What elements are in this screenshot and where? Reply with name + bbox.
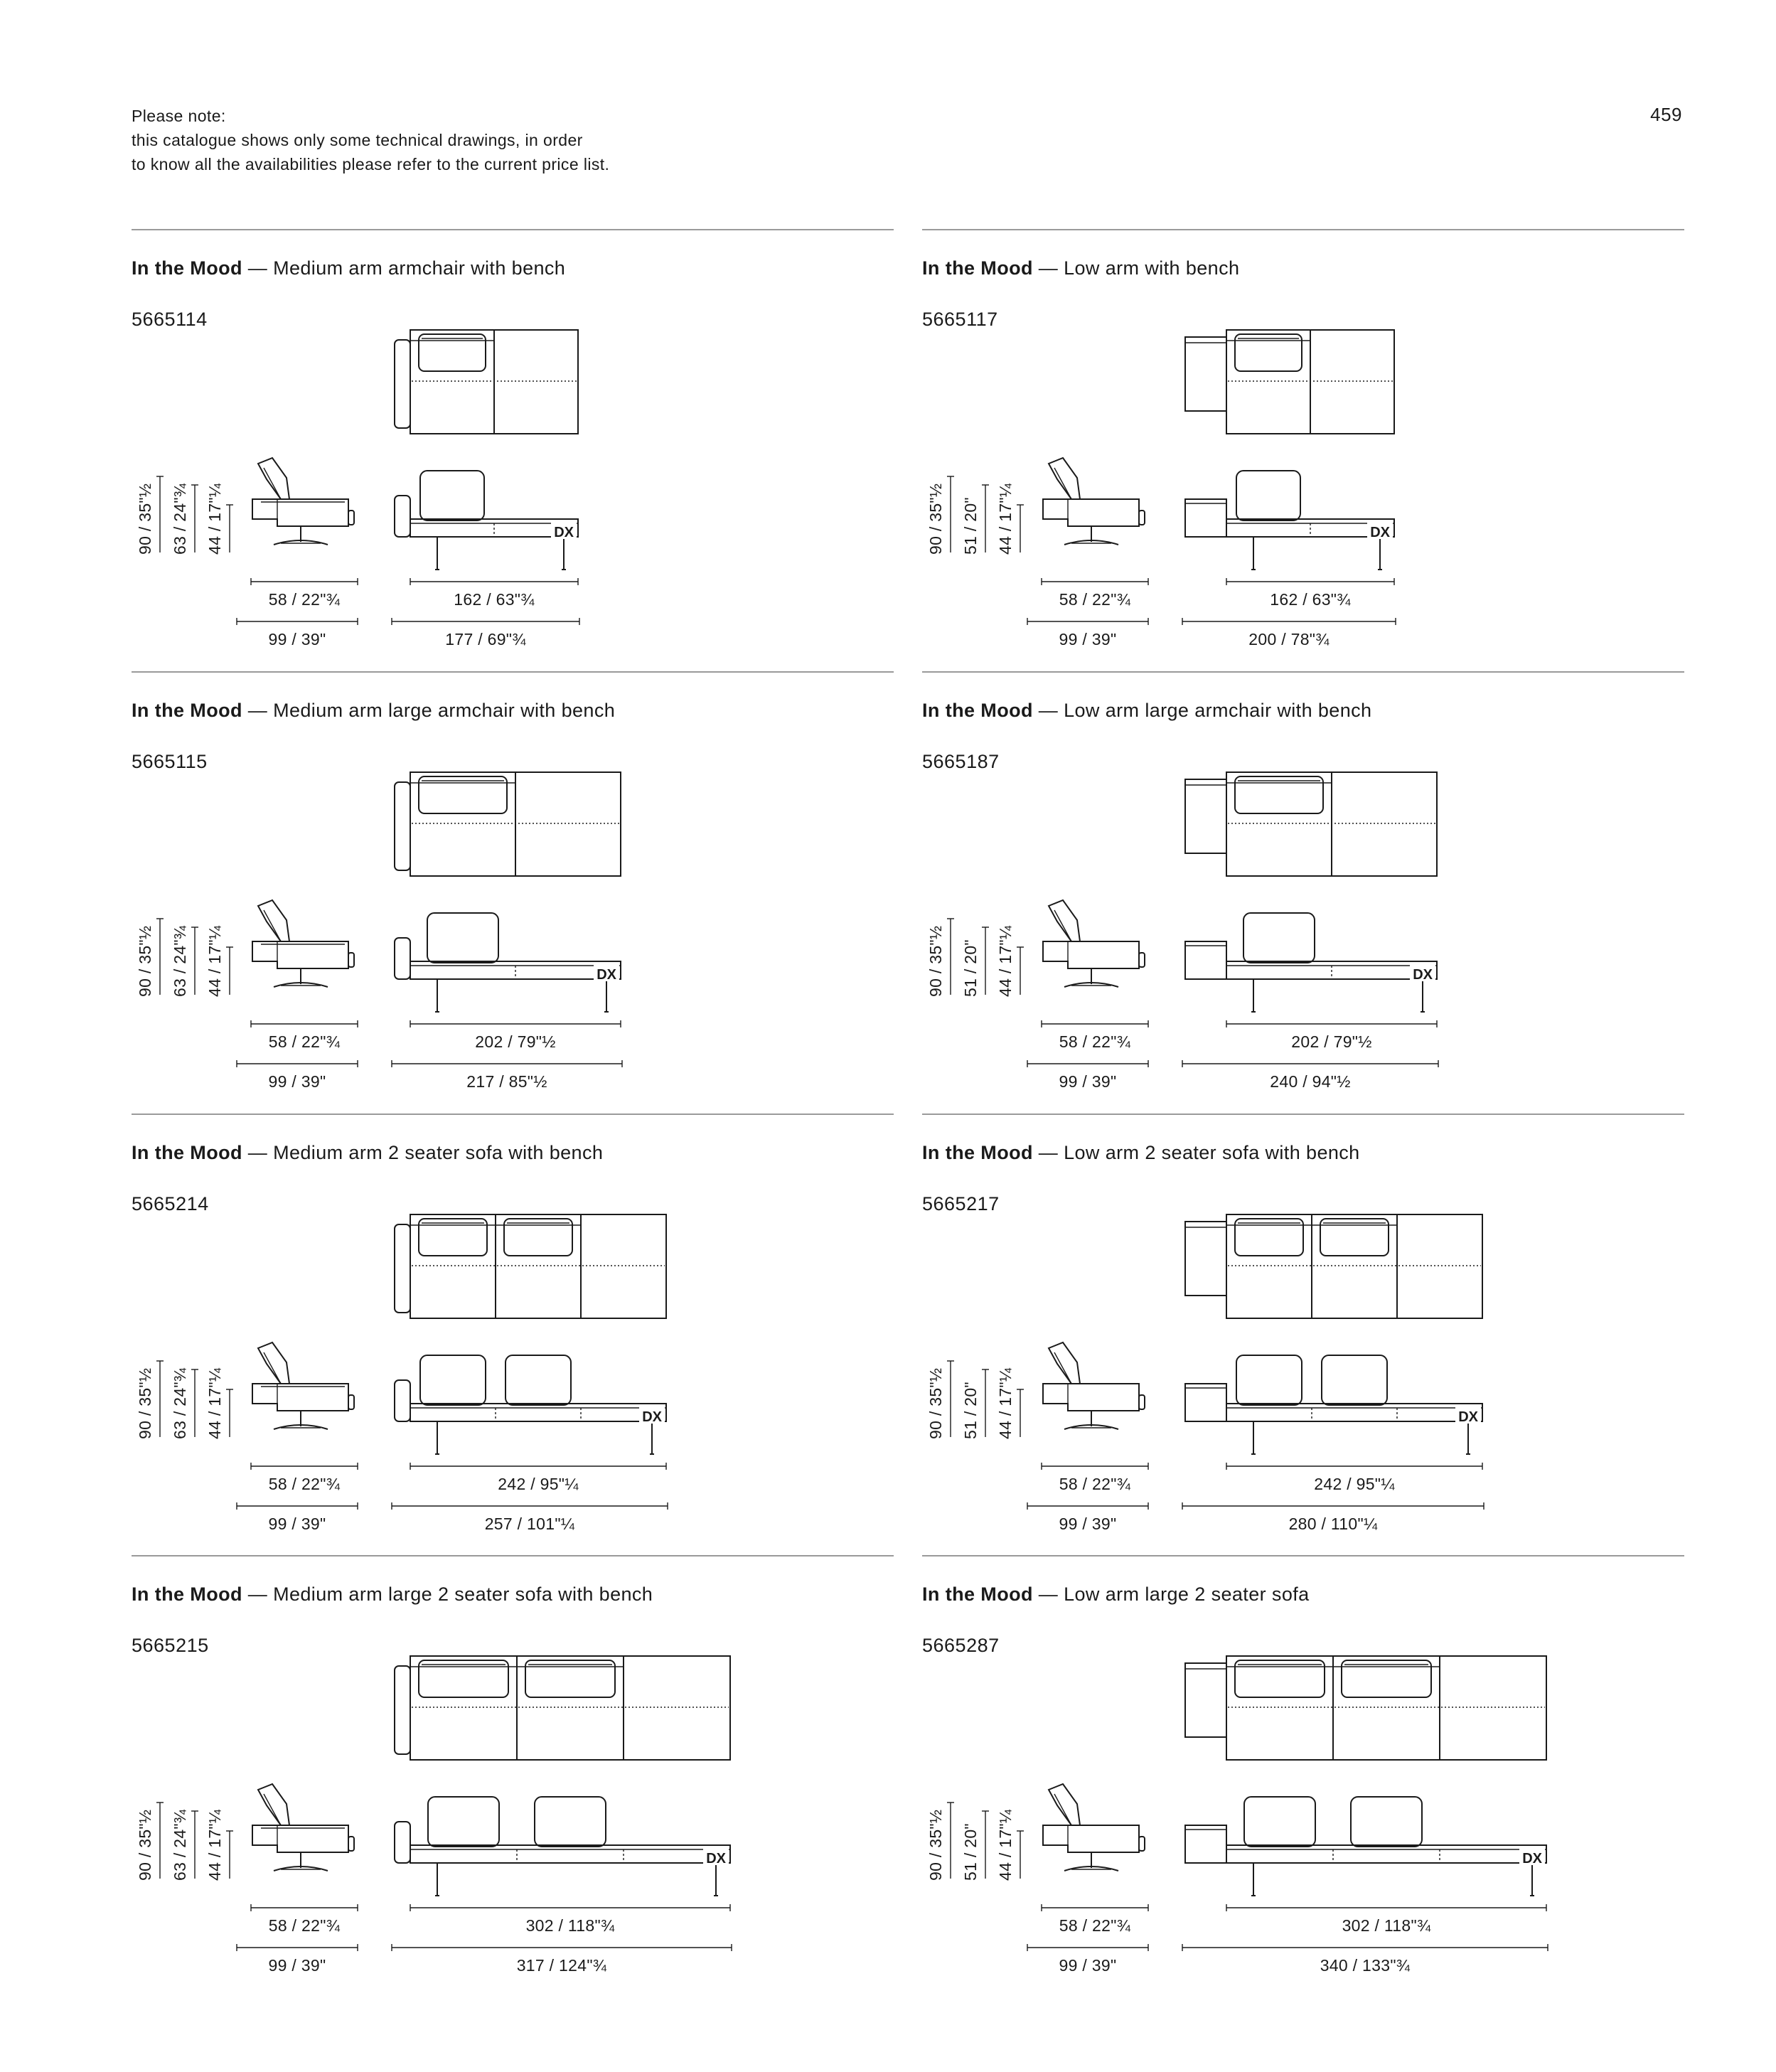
front-medium-arm xyxy=(395,1380,410,1421)
width-dim-label: 202 / 79"½ xyxy=(475,1032,556,1051)
product-name: — Medium arm large armchair with bench xyxy=(247,700,616,721)
height-label: 63 / 24"¾ xyxy=(171,483,189,555)
product-name: — Medium arm armchair with bench xyxy=(247,257,566,279)
side-body xyxy=(252,1384,348,1411)
depth-dim-label: 58 / 22"¾ xyxy=(268,590,341,609)
side-view xyxy=(1043,1342,1145,1429)
dx-label: DX xyxy=(706,1851,726,1867)
plan-medium-arm xyxy=(395,1224,410,1313)
side-headrest-inner xyxy=(1054,468,1071,499)
total-width-dim-label: 317 / 124"¾ xyxy=(516,1956,607,1975)
product-card xyxy=(132,1555,894,1997)
plan-cushion xyxy=(525,1660,615,1697)
product-card xyxy=(132,229,894,671)
front-view xyxy=(395,1355,666,1454)
front-base xyxy=(410,1404,666,1421)
technical-drawing xyxy=(132,1555,894,1997)
plan-cushion xyxy=(1235,776,1323,813)
plan-view xyxy=(395,1214,666,1318)
front-back-cushion xyxy=(427,913,498,963)
plan-view xyxy=(395,330,578,434)
height-label: 63 / 24"¾ xyxy=(171,1809,189,1881)
note-line: this catalogue shows only some technical drawings, in order xyxy=(132,131,583,149)
please-note xyxy=(132,104,609,176)
plan-outline xyxy=(1226,1656,1546,1760)
depth-dim-label: 58 / 22"¾ xyxy=(1059,1032,1131,1051)
front-view xyxy=(395,471,578,570)
depth-dim-label: 58 / 22"¾ xyxy=(1059,1475,1131,1493)
side-base xyxy=(1064,983,1118,987)
plan-outline xyxy=(410,1656,730,1760)
product-card xyxy=(922,229,1684,671)
side-bumper xyxy=(348,953,354,967)
product-card xyxy=(922,1114,1684,1556)
total-depth-dim-label: 99 / 39" xyxy=(1059,1515,1117,1533)
front-base xyxy=(410,1845,730,1863)
plan-view xyxy=(1185,330,1394,434)
front-back-cushion xyxy=(535,1797,606,1847)
plan-outline xyxy=(1226,1214,1482,1318)
plan-cushion xyxy=(1235,1660,1325,1697)
side-view xyxy=(252,1342,354,1429)
height-label: 44 / 17"¼ xyxy=(205,483,224,555)
plan-medium-arm xyxy=(395,340,410,428)
front-medium-arm xyxy=(395,938,410,979)
height-label: 44 / 17"¼ xyxy=(996,483,1015,555)
product-name: — Low arm large armchair with bench xyxy=(1038,700,1372,721)
total-width-dim-label: 240 / 94"½ xyxy=(1270,1072,1351,1091)
front-back-cushion xyxy=(1236,471,1300,520)
front-low-arm xyxy=(1185,1384,1226,1421)
side-headrest-inner xyxy=(264,910,281,941)
brand-name: In the Mood xyxy=(132,1584,242,1605)
height-label: 63 / 24"¾ xyxy=(171,1367,189,1439)
side-view xyxy=(252,1784,354,1871)
plan-cushion xyxy=(1320,1219,1389,1256)
width-dim-label: 302 / 118"¾ xyxy=(525,1916,615,1935)
side-body xyxy=(1043,1384,1139,1411)
plan-view xyxy=(395,772,621,876)
plan-view xyxy=(1185,772,1437,876)
side-headrest xyxy=(258,458,289,499)
plan-outline xyxy=(410,1214,666,1318)
depth-dim-label: 58 / 22"¾ xyxy=(1059,1916,1131,1935)
front-low-arm xyxy=(1185,1825,1226,1863)
plan-cushion xyxy=(1342,1660,1431,1697)
front-view xyxy=(395,913,621,1012)
dx-label: DX xyxy=(1370,525,1390,540)
plan-cushion xyxy=(1235,334,1302,371)
width-dim-label: 242 / 95"¼ xyxy=(1314,1475,1395,1493)
width-dim-label: 302 / 118"¾ xyxy=(1342,1916,1431,1935)
plan-cushion xyxy=(419,1660,508,1697)
product-code: 5665215 xyxy=(132,1635,209,1656)
front-back-cushion xyxy=(1322,1355,1387,1405)
product-code: 5665114 xyxy=(132,309,208,330)
side-headrest-inner xyxy=(264,1794,281,1825)
note-line: to know all the availabilities please refer to the current price list. xyxy=(132,155,610,173)
total-width-dim-label: 340 / 133"¾ xyxy=(1320,1956,1411,1975)
front-base xyxy=(1226,1404,1482,1421)
width-dim-label: 162 / 63"¾ xyxy=(454,590,535,609)
front-view xyxy=(1185,913,1437,1012)
front-back-cushion xyxy=(1244,1797,1315,1847)
note-line: Please note: xyxy=(132,107,226,125)
side-base xyxy=(1064,1425,1118,1429)
plan-low-arm xyxy=(1185,1222,1226,1296)
side-base xyxy=(274,1425,328,1429)
total-width-dim-label: 177 / 69"¾ xyxy=(445,630,526,648)
height-label: 51 / 20" xyxy=(961,939,980,997)
product-code: 5665115 xyxy=(132,751,208,772)
height-label: 90 / 35"½ xyxy=(136,483,154,555)
side-bumper xyxy=(1139,1395,1145,1409)
height-label: 44 / 17"¼ xyxy=(205,1809,224,1881)
product-code: 5665214 xyxy=(132,1193,209,1214)
dx-label: DX xyxy=(642,1409,662,1425)
side-body xyxy=(252,499,348,526)
total-width-dim-label: 200 / 78"¾ xyxy=(1248,630,1330,648)
product-card xyxy=(132,1114,894,1556)
total-depth-dim-label: 99 / 39" xyxy=(268,1515,326,1533)
front-back-cushion xyxy=(420,471,484,520)
front-view xyxy=(1185,471,1394,570)
plan-cushion xyxy=(419,776,507,813)
side-view xyxy=(1043,1784,1145,1871)
front-medium-arm xyxy=(395,1822,410,1863)
side-view xyxy=(1043,900,1145,987)
height-label: 44 / 17"¼ xyxy=(205,1367,224,1439)
product-name: — Medium arm large 2 seater sofa with bench xyxy=(247,1584,653,1605)
side-headrest-inner xyxy=(264,468,281,499)
side-base xyxy=(1064,540,1118,545)
height-label: 44 / 17"¼ xyxy=(996,925,1015,997)
height-label: 90 / 35"½ xyxy=(926,925,945,997)
height-label: 90 / 35"½ xyxy=(926,483,945,555)
side-body xyxy=(252,941,348,968)
height-label: 90 / 35"½ xyxy=(136,925,154,997)
front-back-cushion xyxy=(420,1355,486,1405)
side-bumper xyxy=(348,1395,354,1409)
height-label: 63 / 24"¾ xyxy=(171,925,189,997)
product-card xyxy=(922,671,1684,1114)
product-card xyxy=(922,1555,1684,1997)
side-headrest-inner xyxy=(1054,1352,1071,1384)
product-card xyxy=(132,671,894,1114)
height-label: 51 / 20" xyxy=(961,1382,980,1439)
side-body xyxy=(1043,941,1139,968)
total-depth-dim-label: 99 / 39" xyxy=(1059,1956,1117,1975)
front-back-cushion xyxy=(1236,1355,1302,1405)
page-number: 459 xyxy=(1650,104,1682,125)
height-label: 90 / 35"½ xyxy=(136,1367,154,1439)
side-base xyxy=(274,983,328,987)
side-bumper xyxy=(348,511,354,525)
technical-drawing xyxy=(922,1114,1684,1556)
side-headrest-inner xyxy=(1054,910,1071,941)
side-headrest-inner xyxy=(264,1352,281,1384)
side-headrest xyxy=(258,1342,289,1384)
front-medium-arm xyxy=(395,496,410,537)
product-code: 5665117 xyxy=(922,309,998,330)
width-dim-label: 242 / 95"¼ xyxy=(498,1475,579,1493)
height-label: 51 / 20" xyxy=(961,1823,980,1881)
product-code: 5665187 xyxy=(922,751,1000,772)
product-code: 5665287 xyxy=(922,1635,1000,1656)
front-low-arm xyxy=(1185,941,1226,979)
side-bumper xyxy=(1139,953,1145,967)
side-headrest xyxy=(258,1784,289,1825)
front-back-cushion xyxy=(1351,1797,1422,1847)
side-headrest xyxy=(1049,900,1080,941)
plan-cushion xyxy=(419,1219,487,1256)
brand-name: In the Mood xyxy=(922,1584,1033,1605)
plan-low-arm xyxy=(1185,779,1226,853)
total-width-dim-label: 217 / 85"½ xyxy=(466,1072,547,1091)
height-label: 44 / 17"¼ xyxy=(996,1809,1015,1881)
dx-label: DX xyxy=(1413,967,1433,983)
side-base xyxy=(274,1867,328,1871)
side-view xyxy=(1043,458,1145,545)
plan-cushion xyxy=(504,1219,572,1256)
side-view xyxy=(252,900,354,987)
plan-medium-arm xyxy=(395,782,410,870)
dx-label: DX xyxy=(1458,1409,1478,1425)
side-view xyxy=(252,458,354,545)
side-headrest xyxy=(258,900,289,941)
width-dim-label: 202 / 79"½ xyxy=(1291,1032,1372,1051)
side-base xyxy=(274,540,328,545)
plan-low-arm xyxy=(1185,337,1226,411)
total-depth-dim-label: 99 / 39" xyxy=(268,630,326,648)
product-name: — Low arm large 2 seater sofa xyxy=(1038,1584,1310,1605)
depth-dim-label: 58 / 22"¾ xyxy=(268,1032,341,1051)
total-depth-dim-label: 99 / 39" xyxy=(268,1956,326,1975)
plan-view xyxy=(1185,1214,1482,1318)
product-code: 5665217 xyxy=(922,1193,1000,1214)
front-base xyxy=(1226,1845,1546,1863)
product-name: — Low arm 2 seater sofa with bench xyxy=(1038,1142,1360,1163)
height-label: 90 / 35"½ xyxy=(926,1809,945,1881)
front-view xyxy=(1185,1355,1482,1454)
brand-name: In the Mood xyxy=(922,1142,1033,1163)
plan-view xyxy=(1185,1656,1546,1760)
plan-view xyxy=(395,1656,730,1760)
side-body xyxy=(1043,1825,1139,1852)
height-label: 51 / 20" xyxy=(961,497,980,555)
front-low-arm xyxy=(1185,499,1226,537)
side-body xyxy=(252,1825,348,1852)
plan-low-arm xyxy=(1185,1663,1226,1737)
side-bumper xyxy=(348,1837,354,1851)
front-back-cushion xyxy=(428,1797,499,1847)
side-base xyxy=(1064,1867,1118,1871)
total-depth-dim-label: 99 / 39" xyxy=(268,1072,326,1091)
front-view xyxy=(395,1797,730,1896)
plan-cushion xyxy=(419,334,486,371)
side-headrest xyxy=(1049,1784,1080,1825)
front-view xyxy=(1185,1797,1546,1896)
plan-cushion xyxy=(1235,1219,1303,1256)
product-name: — Medium arm 2 seater sofa with bench xyxy=(247,1142,604,1163)
height-label: 44 / 17"¼ xyxy=(996,1367,1015,1439)
side-headrest xyxy=(1049,458,1080,499)
product-name: — Low arm with bench xyxy=(1038,257,1240,279)
side-bumper xyxy=(1139,511,1145,525)
total-depth-dim-label: 99 / 39" xyxy=(1059,630,1117,648)
side-body xyxy=(1043,499,1139,526)
side-headrest-inner xyxy=(1054,1794,1071,1825)
front-back-cushion xyxy=(505,1355,571,1405)
dx-label: DX xyxy=(597,967,616,983)
brand-name: In the Mood xyxy=(132,1142,242,1163)
dx-label: DX xyxy=(554,525,574,540)
brand-name: In the Mood xyxy=(132,257,242,279)
width-dim-label: 162 / 63"¾ xyxy=(1270,590,1351,609)
side-headrest xyxy=(1049,1342,1080,1384)
side-bumper xyxy=(1139,1837,1145,1851)
brand-name: In the Mood xyxy=(922,257,1033,279)
depth-dim-label: 58 / 22"¾ xyxy=(268,1475,341,1493)
height-label: 44 / 17"¼ xyxy=(205,925,224,997)
height-label: 90 / 35"½ xyxy=(136,1809,154,1881)
depth-dim-label: 58 / 22"¾ xyxy=(268,1916,341,1935)
dx-label: DX xyxy=(1522,1851,1542,1867)
total-depth-dim-label: 99 / 39" xyxy=(1059,1072,1117,1091)
front-back-cushion xyxy=(1243,913,1315,963)
technical-drawing xyxy=(922,1555,1684,1997)
brand-name: In the Mood xyxy=(922,700,1033,721)
height-label: 90 / 35"½ xyxy=(926,1367,945,1439)
brand-name: In the Mood xyxy=(132,700,242,721)
total-width-dim-label: 280 / 110"¼ xyxy=(1288,1515,1378,1533)
depth-dim-label: 58 / 22"¾ xyxy=(1059,590,1131,609)
plan-medium-arm xyxy=(395,1666,410,1754)
total-width-dim-label: 257 / 101"¼ xyxy=(484,1515,575,1533)
